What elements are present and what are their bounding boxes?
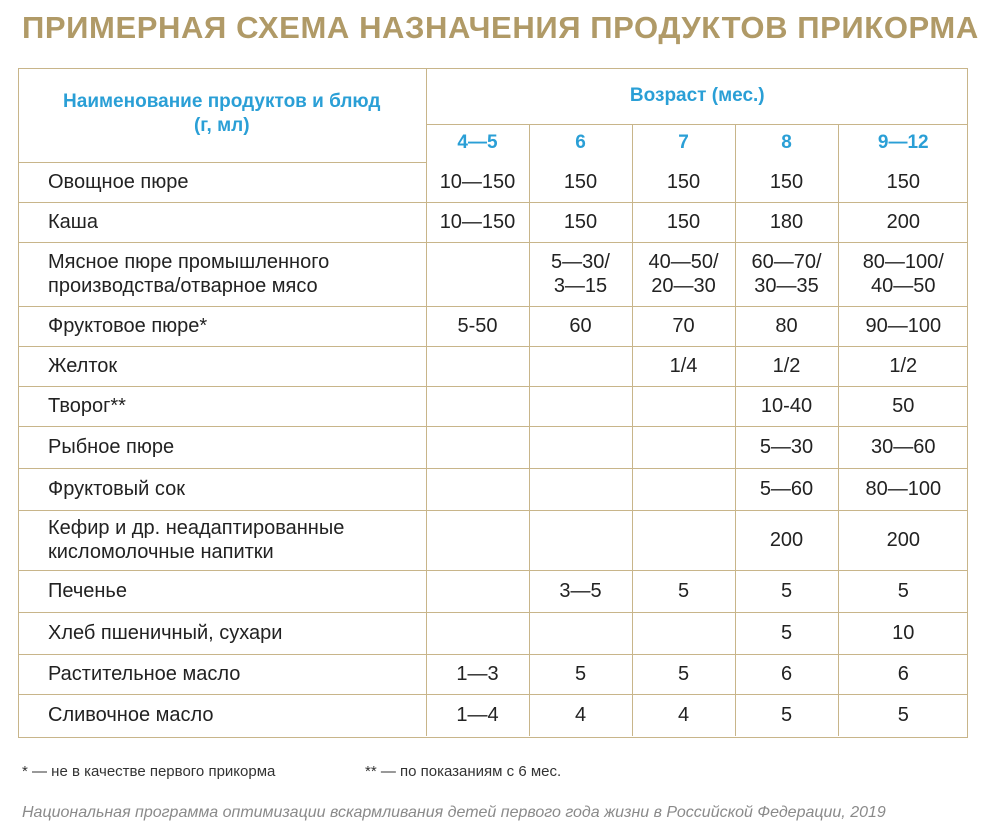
amount-value: 90—100: [865, 315, 942, 337]
amount-value: 150: [769, 170, 804, 193]
product-name-cell: [18, 346, 426, 386]
amount-cell: [735, 654, 838, 694]
amount-value: 150: [563, 211, 598, 233]
amount-value: 3—15: [553, 275, 608, 297]
amount-cell: [735, 510, 838, 570]
amount-cell: [632, 346, 735, 386]
amount-cell: [426, 426, 529, 468]
table-row: [18, 468, 968, 510]
amount-value: 5: [897, 580, 909, 602]
product-name-cell: [18, 570, 426, 612]
footnote-first: * — не в качестве первого прикорма: [22, 763, 276, 780]
product-name-line: Мясное пюре промышленного: [48, 251, 330, 273]
amount-value: 10—150: [439, 211, 516, 233]
amount-cell: [735, 306, 838, 346]
amount-cell: [838, 468, 968, 510]
amount-cell: [632, 612, 735, 654]
amount-cell: [838, 306, 968, 346]
product-name-cell: [18, 306, 426, 346]
amount-cell: [632, 654, 735, 694]
amount-cell: [529, 612, 632, 654]
amount-cell: [426, 162, 529, 202]
table-row: [18, 202, 968, 242]
table-row: [18, 306, 968, 346]
amount-value: 5: [780, 580, 793, 602]
amount-value: 150: [886, 170, 920, 193]
amount-value: 1/2: [889, 355, 918, 377]
footnote-second: ** — по показаниям с 6 мес.: [365, 763, 562, 780]
product-name-line: Сливочное масло: [48, 704, 214, 727]
amount-value: 5: [780, 622, 793, 644]
amount-value: 150: [563, 170, 598, 193]
product-name-cell: [18, 202, 426, 242]
amount-cell: [838, 654, 968, 694]
amount-cell: [632, 426, 735, 468]
amount-cell: [426, 612, 529, 654]
amount-value: 3—5: [559, 580, 602, 602]
product-column-header: [18, 68, 426, 162]
table-row: [18, 612, 968, 654]
amount-cell: [632, 468, 735, 510]
amount-cell: [426, 510, 529, 570]
amount-cell: [838, 202, 968, 242]
amount-cell: [529, 306, 632, 346]
page-title: ПРИМЕРНАЯ СХЕМА НАЗНАЧЕНИЯ ПРОДУКТОВ ПРИКОРМА: [22, 10, 979, 45]
amount-cell: [838, 510, 968, 570]
product-name-cell: [18, 468, 426, 510]
amount-value: 5-50: [457, 315, 498, 337]
product-name-cell: [18, 510, 426, 570]
table-row: [18, 426, 968, 468]
product-name-line: Растительное масло: [48, 663, 241, 685]
product-name-line: Кефир и др. неадаптированные: [48, 517, 345, 539]
amount-cell: [529, 346, 632, 386]
amount-cell: [735, 426, 838, 468]
table-row: [18, 694, 968, 736]
amount-cell: [426, 570, 529, 612]
amount-cell: [735, 346, 838, 386]
product-name-line: Фруктовое пюре*: [48, 315, 208, 337]
amount-value: 60: [569, 315, 592, 337]
amount-cell: [632, 510, 735, 570]
amount-cell: [632, 694, 735, 736]
amount-value: 80—100: [865, 478, 942, 500]
amount-cell: [529, 426, 632, 468]
amount-cell: [529, 386, 632, 426]
table-row: [18, 242, 968, 306]
product-name-cell: [18, 612, 426, 654]
amount-cell: [529, 654, 632, 694]
product-name-line: Хлеб пшеничный, сухари: [48, 622, 283, 644]
amount-cell: [735, 468, 838, 510]
table-row: [18, 570, 968, 612]
amount-value: 4: [574, 704, 587, 727]
feeding-schedule-table: [18, 68, 968, 736]
amount-value: 5: [897, 704, 909, 727]
table-row: [18, 386, 968, 426]
product-name-cell: [18, 386, 426, 426]
product-name-line: Рыбное пюре: [48, 436, 175, 458]
amount-value: 5: [677, 663, 690, 685]
table-row: [18, 162, 968, 202]
age-header: 4—5: [426, 124, 529, 162]
age-header: 7: [632, 124, 735, 162]
product-name-cell: [18, 694, 426, 736]
amount-value: 4: [677, 704, 690, 727]
amount-value: 80: [775, 315, 798, 337]
table-row: [18, 346, 968, 386]
amount-value: 5: [780, 704, 793, 727]
product-name-line: Фруктовый сок: [48, 478, 185, 500]
amount-cell: [426, 654, 529, 694]
amount-cell: [632, 202, 735, 242]
amount-cell: [735, 242, 838, 306]
amount-value: 60—70/: [751, 251, 822, 273]
amount-cell: [838, 570, 968, 612]
amount-value: 50: [892, 395, 915, 417]
amount-cell: [735, 694, 838, 736]
amount-value: 10-40: [760, 395, 813, 417]
amount-cell: [426, 202, 529, 242]
amount-value: 180: [769, 211, 804, 233]
amount-value: 80—100/: [862, 251, 944, 273]
amount-cell: [426, 346, 529, 386]
amount-value: 5: [574, 663, 587, 685]
amount-cell: [426, 468, 529, 510]
amount-value: 150: [666, 211, 701, 233]
amount-cell: [735, 612, 838, 654]
amount-cell: [838, 346, 968, 386]
age-header: 8: [735, 124, 838, 162]
table-row: [18, 654, 968, 694]
amount-value: 40—50/: [648, 251, 719, 273]
product-name-cell: [18, 242, 426, 306]
amount-value: 5—30/: [551, 251, 610, 273]
amount-cell: [529, 570, 632, 612]
amount-cell: [529, 162, 632, 202]
amount-cell: [735, 162, 838, 202]
amount-value: 30—60: [871, 436, 936, 458]
amount-value: 5—30: [759, 436, 814, 458]
amount-value: 200: [769, 529, 804, 551]
age-header: 9—12: [838, 124, 968, 162]
amount-cell: [529, 510, 632, 570]
amount-cell: [735, 386, 838, 426]
amount-cell: [838, 242, 968, 306]
amount-cell: [529, 468, 632, 510]
product-name-line: Каша: [48, 211, 98, 233]
amount-value: 1/4: [669, 355, 698, 377]
amount-cell: [632, 386, 735, 426]
age-header: 6: [529, 124, 632, 162]
amount-value: 10: [892, 622, 915, 644]
amount-cell: [735, 202, 838, 242]
table-row: [18, 510, 968, 570]
amount-cell: [426, 242, 529, 306]
product-name-cell: [18, 162, 426, 202]
amount-value: 150: [666, 170, 701, 193]
amount-value: 1—4: [456, 704, 499, 727]
product-name-line: Овощное пюре: [48, 171, 189, 193]
product-name-line: Творог**: [48, 395, 126, 417]
amount-value: 1—3: [456, 663, 499, 685]
amount-cell: [632, 242, 735, 306]
amount-value: 10—150: [439, 170, 516, 193]
amount-cell: [529, 202, 632, 242]
amount-cell: [838, 162, 968, 202]
product-column-header-line2: (г, мл): [193, 115, 250, 136]
amount-value: 70: [672, 315, 695, 337]
amount-value: 1/2: [772, 355, 801, 377]
amount-value: 40—50: [871, 275, 936, 297]
product-name-line: Желток: [48, 355, 118, 377]
amount-cell: [838, 426, 968, 468]
amount-value: 30—35: [754, 275, 819, 297]
amount-cell: [632, 306, 735, 346]
amount-value: 200: [886, 211, 920, 233]
amount-value: 5: [677, 580, 690, 602]
product-name-line: производства/отварное мясо: [48, 275, 318, 297]
amount-cell: [426, 306, 529, 346]
amount-value: 5—60: [759, 478, 814, 500]
amount-cell: [838, 694, 968, 736]
amount-cell: [838, 612, 968, 654]
amount-cell: [529, 694, 632, 736]
product-name-cell: [18, 426, 426, 468]
amount-cell: [529, 242, 632, 306]
amount-cell: [632, 162, 735, 202]
product-name-line: кисломолочные напитки: [48, 541, 274, 563]
amount-cell: [426, 386, 529, 426]
amount-cell: [426, 694, 529, 736]
amount-cell: [632, 570, 735, 612]
product-name-line: Печенье: [48, 580, 127, 602]
amount-cell: [735, 570, 838, 612]
product-column-header-line1: Наименование продуктов и блюд: [63, 91, 381, 112]
amount-value: 20—30: [651, 275, 716, 297]
product-name-cell: [18, 654, 426, 694]
amount-value: 6: [780, 663, 793, 685]
amount-value: 200: [886, 529, 920, 551]
amount-cell: [838, 386, 968, 426]
age-group-header: Возраст (мес.): [426, 68, 968, 124]
source-citation: Национальная программа оптимизации вскармливания детей первого года жизни в Российской Федерации, 2019: [22, 804, 886, 821]
amount-value: 6: [897, 663, 909, 685]
